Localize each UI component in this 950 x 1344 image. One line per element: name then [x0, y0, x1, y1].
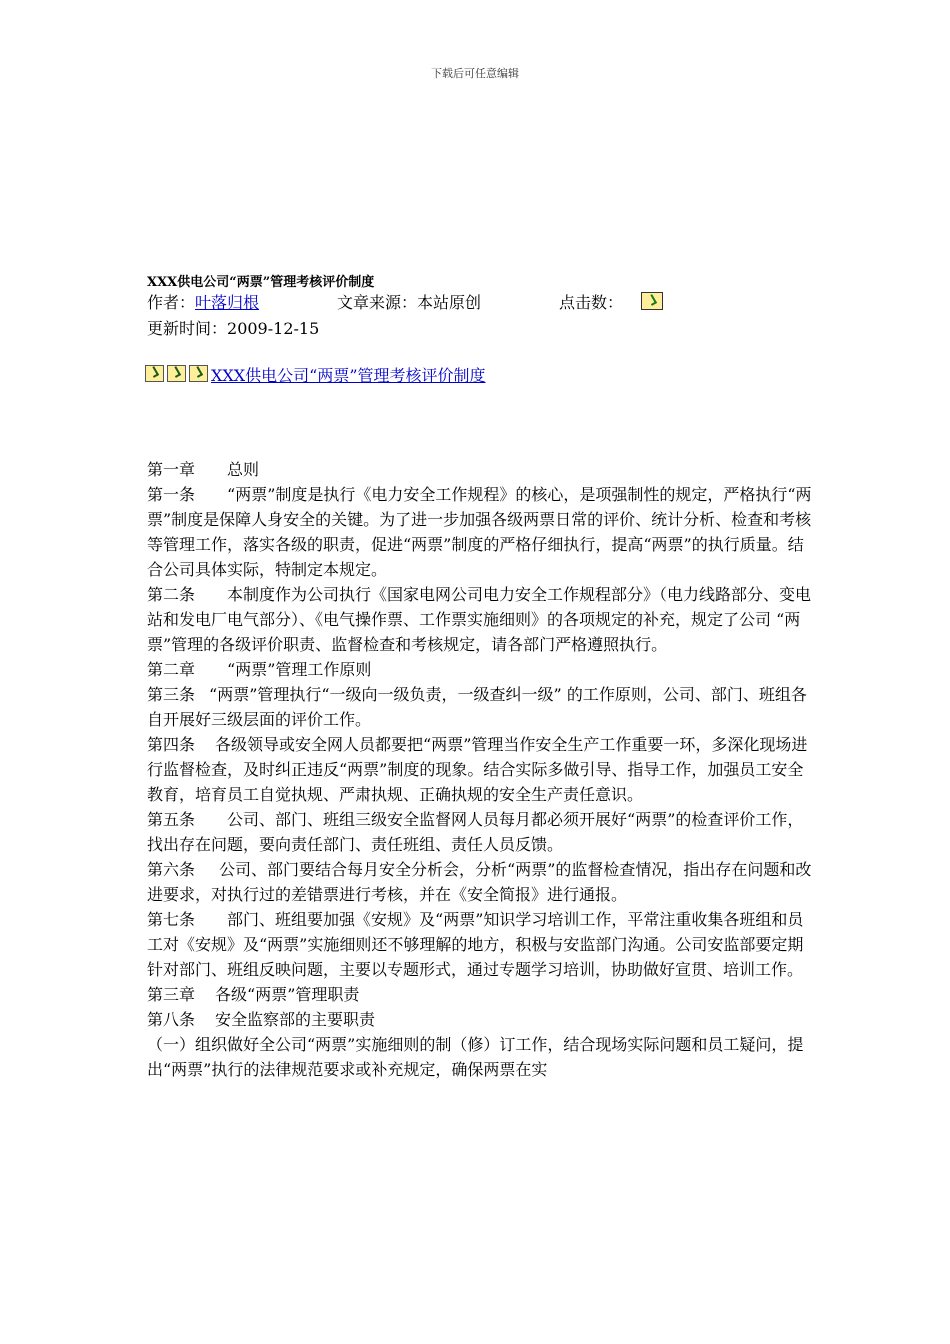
update-label: 更新时间：	[147, 319, 228, 338]
clicks-label: 点击数：	[559, 293, 624, 312]
paragraph	[147, 582, 817, 657]
paragraph	[147, 732, 817, 807]
paragraph-text: “两票”制度是执行《电力安全工作规程》的核心，是项强制性的规定，严格执行“两票”制度是保障人身安全的关键。为了进一步加强各级两票日常的评价、统计分析、检查和考核等管理工作，落实各级的职责，促进“两票”制度的严格仔细执行，提高“两票”的执行质量。结合公司具体实际，特制定本规定。	[147, 485, 812, 579]
update-date: 2009-12-15	[227, 319, 320, 338]
paragraph-text: 本制度作为公司执行《国家电网公司电力安全工作规程部分》（电力线路部分、变电站和发电厂电气部分）、《电气操作票、工作票实施细则》的各项规定的补充，规定了公司 “两票”管理的各级评价职责、监督检查和考核规定，请各部门严格遵照执行。	[147, 585, 812, 654]
update-meta	[147, 316, 319, 339]
click-counter-icon	[641, 292, 663, 310]
paragraph	[147, 807, 817, 857]
section-head: 第三条	[147, 685, 196, 704]
section-head: 第七条	[147, 910, 196, 929]
attachment-icon	[145, 365, 164, 382]
section-head: 第一条	[147, 485, 196, 504]
section-head: 第一章	[147, 460, 196, 479]
article-meta	[147, 290, 663, 313]
paragraph	[147, 457, 817, 482]
section-head: 第五条	[147, 810, 196, 829]
paragraph-text: （一）组织做好全公司“两票”实施细则的制（修）订工作，结合现场实际问题和员工疑问，提出“两票”执行的法律规范要求或补充规定，确保两票在实	[147, 1035, 804, 1079]
document-title: XXX供电公司“两票”管理考核评价制度	[147, 275, 375, 290]
paragraph	[147, 907, 817, 982]
author-label: 作者：	[147, 293, 196, 312]
paragraph-text: 公司、部门、班组三级安全监督网人员每月都必须开展好“两票”的检查评价工作，找出存在问题，要向责任部门、责任班组、责任人员反馈。	[147, 810, 804, 854]
author-link[interactable]: 叶落归根	[195, 293, 260, 312]
paragraph-text: “两票”管理工作原则	[227, 660, 372, 679]
source-label: 文章来源：本站原创	[337, 293, 482, 312]
paragraph-text: 部门、班组要加强《安规》及“两票”知识学习培训工作，平常注重收集各班组和员工对《安规》及“两票”实施细则还不够理解的地方，积极与安监部门沟通。公司安监部要定期针对部门、班组反映问题，主要以专题形式，通过专题学习培训，协助做好宣贯、培训工作。	[147, 910, 804, 979]
paragraph	[147, 857, 817, 907]
paragraph	[147, 982, 817, 1007]
paragraph	[147, 1007, 817, 1032]
paragraph-text: 安全监察部的主要职责	[215, 1010, 376, 1029]
document-title-link[interactable]: XXX供电公司“两票”管理考核评价制度	[211, 366, 486, 385]
paragraph-text: 总则	[227, 460, 260, 479]
title-link-row	[145, 363, 486, 386]
paragraph	[147, 657, 817, 682]
section-head: 第二章	[147, 660, 196, 679]
section-head: 第六条	[147, 860, 196, 879]
paragraph	[147, 682, 817, 732]
section-head: 第三章	[147, 985, 196, 1004]
paragraph-text: 公司、部门要结合每月安全分析会，分析“两票”的监督检查情况，指出存在问题和改进要求，对执行过的差错票进行考核，并在《安全简报》进行通报。	[147, 860, 812, 904]
paragraph-text: 各级“两票”管理职责	[215, 985, 360, 1004]
page-header-note: 下载后可任意编辑	[431, 67, 519, 80]
document-body	[147, 457, 817, 1082]
section-head: 第二条	[147, 585, 196, 604]
section-head: 第四条	[147, 735, 196, 754]
attachment-icon	[189, 365, 208, 382]
paragraph-text: 各级领导或安全网人员都要把“两票”管理当作安全生产工作重要一环，多深化现场进行监督检查，及时纠正违反“两票”制度的现象。结合实际多做引导、指导工作，加强员工安全教育，培育员工自觉执规、严肃执规、正确执规的安全生产责任意识。	[147, 735, 808, 804]
section-head: 第八条	[147, 1010, 196, 1029]
paragraph-text: “两票”管理执行“一级向一级负责，一级查纠一级” 的工作原则，公司、部门、班组各自开展好三级层面的评价工作。	[147, 685, 807, 729]
paragraph	[147, 482, 817, 582]
attachment-icon	[167, 365, 186, 382]
paragraph	[147, 1032, 817, 1082]
